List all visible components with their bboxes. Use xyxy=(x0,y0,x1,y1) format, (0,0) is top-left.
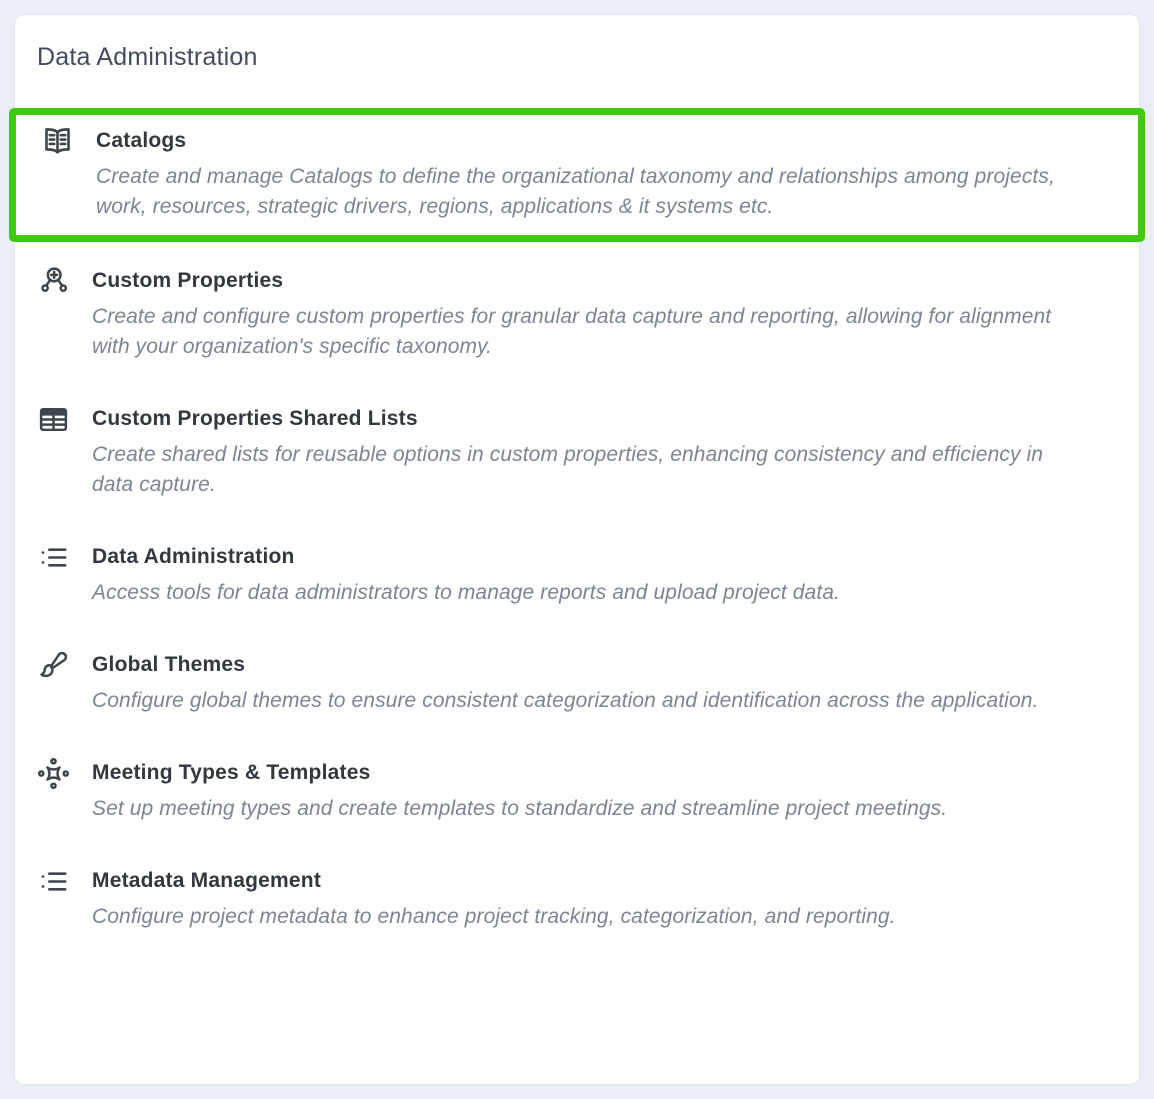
item-title[interactable]: Custom Properties xyxy=(92,269,284,292)
page-title: Data Administration xyxy=(37,43,258,71)
list-item-catalogs[interactable] xyxy=(9,108,1145,242)
item-description: Create shared lists for reusable options in custom properties, enhancing consistency and efficiency in data capture. xyxy=(92,443,1044,496)
item-description: Set up meeting types and create templates to standardize and streamline project meetings. xyxy=(92,797,948,820)
node-plus-icon xyxy=(37,264,92,298)
item-description: Configure project metadata to enhance project tracking, categorization, and reporting. xyxy=(92,905,896,928)
list-item-data-administration[interactable] xyxy=(37,540,1117,608)
list-item-global-themes[interactable] xyxy=(37,648,1117,716)
item-title[interactable]: Custom Properties Shared Lists xyxy=(92,407,418,430)
data-administration-panel xyxy=(14,14,1140,1085)
item-description: Access tools for data administrators to manage reports and upload project data. xyxy=(92,581,840,604)
item-title[interactable]: Catalogs xyxy=(96,129,187,152)
item-description: Create and configure custom properties for granular data capture and reporting, allowing for alignment with your organization's specific taxonomy. xyxy=(92,305,1052,358)
list-icon xyxy=(37,540,92,574)
item-title[interactable]: Global Themes xyxy=(92,653,246,676)
book-open-icon xyxy=(41,124,96,158)
list-icon xyxy=(37,864,92,898)
list-item-custom-properties-shared-lists[interactable] xyxy=(37,402,1117,500)
table-icon xyxy=(37,402,92,436)
settings-list xyxy=(15,108,1139,1017)
item-description: Configure global themes to ensure consistent categorization and identification across the application. xyxy=(92,689,1039,712)
item-description: Create and manage Catalogs to define the organizational taxonomy and relationships among projects, work, resources, strategic drivers, regions, applications & it systems etc. xyxy=(96,165,1055,218)
meeting-icon xyxy=(37,756,92,790)
item-title[interactable]: Metadata Management xyxy=(92,869,322,892)
list-item-metadata-management[interactable] xyxy=(37,864,1117,932)
item-title[interactable]: Data Administration xyxy=(92,545,295,568)
panel-header xyxy=(15,15,1139,108)
item-title[interactable]: Meeting Types & Templates xyxy=(92,761,371,784)
list-item-meeting-types-templates[interactable] xyxy=(37,756,1117,824)
paintbrush-icon xyxy=(37,648,92,682)
list-item-custom-properties[interactable] xyxy=(37,264,1117,362)
